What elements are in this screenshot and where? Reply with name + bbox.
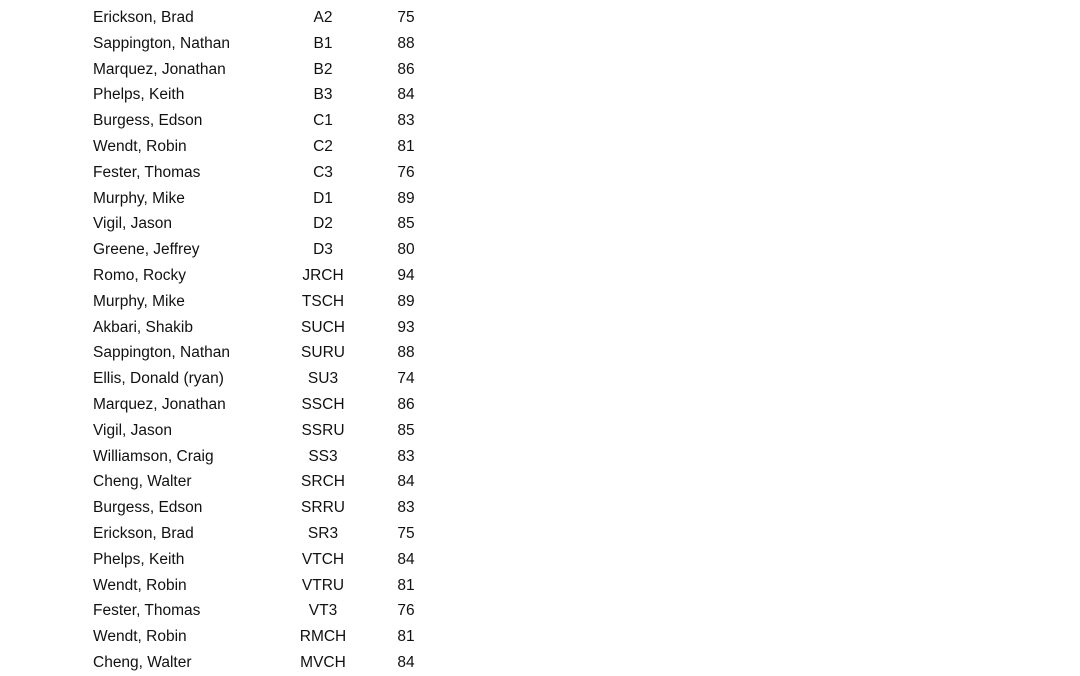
position-code: D2: [313, 215, 333, 233]
score-value: 89: [397, 292, 415, 310]
score-value: 84: [397, 550, 415, 568]
player-name: Wendt, Robin: [93, 576, 187, 594]
player-name: Marquez, Jonathan: [93, 60, 226, 78]
table-row: [0, 108, 500, 134]
player-name: Williamson, Craig: [93, 447, 214, 465]
player-name: Erickson, Brad: [93, 524, 194, 542]
score-value: 88: [397, 34, 415, 52]
score-value: 83: [397, 447, 415, 465]
score-value: 75: [397, 524, 415, 542]
player-name: Burgess, Edson: [93, 499, 203, 517]
position-code: MVCH: [300, 653, 346, 671]
table-row: [0, 237, 500, 263]
position-code: SS3: [308, 447, 338, 465]
score-value: 89: [397, 189, 415, 207]
position-code: C3: [313, 163, 333, 181]
score-value: 86: [397, 395, 415, 413]
table-row: [0, 57, 500, 83]
player-name: Wendt, Robin: [93, 137, 187, 155]
score-value: 76: [397, 163, 415, 181]
player-name: Marquez, Jonathan: [93, 395, 226, 413]
table-row: [0, 5, 500, 31]
player-name: Sappington, Nathan: [93, 344, 231, 362]
score-value: 76: [397, 602, 415, 620]
score-value: 85: [397, 215, 415, 233]
table-row: [0, 31, 500, 57]
score-value: 81: [397, 628, 415, 646]
player-name: Murphy, Mike: [93, 189, 185, 207]
table-row: [0, 598, 500, 624]
player-name: Murphy, Mike: [93, 292, 185, 310]
table-row: [0, 186, 500, 212]
position-code: C2: [313, 137, 333, 155]
position-code: SSRU: [301, 421, 345, 439]
table-row: [0, 495, 500, 521]
table-row: [0, 624, 500, 650]
position-code: SRRU: [301, 499, 345, 517]
player-name: Romo, Rocky: [93, 266, 187, 284]
player-name: Burgess, Edson: [93, 112, 203, 130]
player-name: Vigil, Jason: [93, 215, 172, 233]
score-value: 81: [397, 137, 415, 155]
score-value: 86: [397, 60, 415, 78]
position-code: A2: [313, 9, 333, 26]
score-value: 84: [397, 86, 415, 104]
position-code: SRCH: [301, 473, 345, 491]
roster-table: [0, 5, 500, 676]
position-code: B3: [313, 86, 333, 104]
table-row: [0, 521, 500, 547]
position-code: SURU: [301, 344, 345, 362]
table-row: [0, 289, 500, 315]
player-name: Cheng, Walter: [93, 473, 192, 491]
table-row: [0, 263, 500, 289]
table-row: [0, 211, 500, 237]
player-name: Fester, Thomas: [93, 163, 201, 181]
position-code: TSCH: [301, 292, 345, 310]
score-value: 88: [397, 344, 415, 362]
position-code: B1: [313, 34, 333, 52]
player-name: Ellis, Donald (ryan): [93, 370, 224, 388]
player-name: Sappington, Nathan: [93, 34, 231, 52]
player-name: Vigil, Jason: [93, 421, 172, 439]
position-code: C1: [313, 112, 333, 130]
position-code: D1: [313, 189, 333, 207]
position-code: SR3: [307, 524, 339, 542]
table-row: [0, 547, 500, 573]
score-value: 84: [397, 653, 415, 671]
score-value: 74: [397, 370, 415, 388]
position-code: SU3: [307, 370, 339, 388]
table-row: [0, 340, 500, 366]
score-value: 83: [397, 499, 415, 517]
score-value: 83: [397, 112, 415, 130]
player-name: Fester, Thomas: [93, 602, 201, 620]
player-name: Phelps, Keith: [93, 86, 185, 104]
player-name: Greene, Jeffrey: [93, 241, 200, 259]
score-value: 75: [397, 9, 415, 26]
player-name: Cheng, Walter: [93, 653, 192, 671]
table-row: [0, 469, 500, 495]
player-name: Phelps, Keith: [93, 550, 185, 568]
table-row: [0, 418, 500, 444]
table-row: [0, 160, 500, 186]
table-row: [0, 392, 500, 418]
score-value: 81: [397, 576, 415, 594]
score-value: 80: [397, 241, 415, 259]
score-value: 94: [397, 266, 415, 284]
table-row: [0, 444, 500, 470]
table-row: [0, 82, 500, 108]
position-code: D3: [313, 241, 333, 259]
position-code: VTRU: [301, 576, 345, 594]
table-row: [0, 315, 500, 341]
table-row: [0, 573, 500, 599]
position-code: SSCH: [301, 395, 345, 413]
position-code: SUCH: [301, 318, 345, 336]
position-code: RMCH: [299, 628, 347, 646]
player-name: Akbari, Shakib: [93, 318, 193, 336]
position-code: VTCH: [301, 550, 345, 568]
table-row: [0, 366, 500, 392]
table-row: [0, 650, 500, 676]
position-code: VT3: [308, 602, 338, 620]
player-name: Erickson, Brad: [93, 9, 194, 26]
score-value: 85: [397, 421, 415, 439]
position-code: JRCH: [302, 266, 344, 284]
position-code: B2: [313, 60, 333, 78]
score-value: 93: [397, 318, 415, 336]
table-row: [0, 134, 500, 160]
player-name: Wendt, Robin: [93, 628, 187, 646]
score-value: 84: [397, 473, 415, 491]
